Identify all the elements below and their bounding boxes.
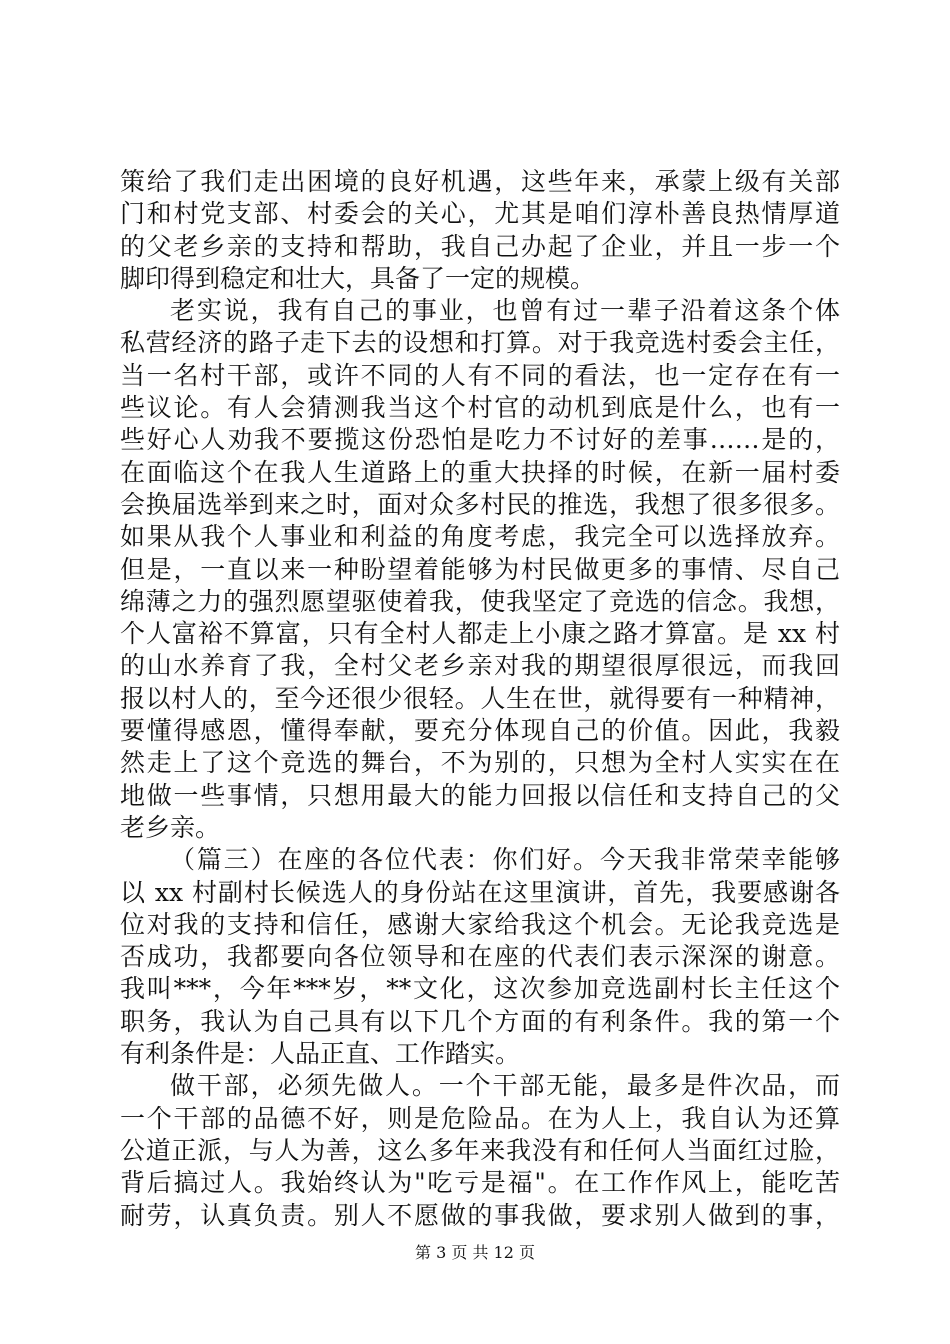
- text-line: 如果从我个人事业和利益的角度考虑，我完全可以选择放弃。: [120, 522, 840, 552]
- text-line: 个人富裕不算富，只有全村人都走上小康之路才算富。是 xx 村: [120, 619, 840, 649]
- text-line: 然走上了这个竞选的舞台，不为别的，只想为全村人实实在在: [120, 748, 840, 778]
- page-footer: 第 3 页 共 12 页: [415, 1243, 535, 1262]
- text-line: 当一名村干部，或许不同的人有不同的看法，也一定存在有一: [120, 360, 840, 390]
- text-line: 我叫***，今年***岁，**文化，这次参加竞选副村长主任这个: [120, 974, 840, 1004]
- text-line: 老实说，我有自己的事业，也曾有过一辈子沿着这条个体: [170, 296, 840, 326]
- text-line: 要懂得感恩，懂得奉献，要充分体现自己的价值。因此，我毅: [120, 716, 840, 746]
- text-line: 在面临这个在我人生道路上的重大抉择的时候，在新一届村委: [120, 457, 840, 487]
- text-line: 策给了我们走出困境的良好机遇，这些年来，承蒙上级有关部: [120, 167, 840, 196]
- text-line: 绵薄之力的强烈愿望驱使着我，使我坚定了竞选的信念。我想，: [120, 586, 840, 616]
- text-line: 职务，我认为自己具有以下几个方面的有利条件。我的第一个: [120, 1006, 840, 1036]
- text-line: 以 xx 村副村长候选人的身份站在这里演讲，首先，我要感谢各: [120, 877, 840, 907]
- text-line: 脚印得到稳定和壮大，具备了一定的规模。: [120, 263, 596, 293]
- text-line: 会换届选举到来之时，面对众多村民的推选，我想了很多很多。: [120, 489, 840, 519]
- text-line: 一个干部的品德不好，则是危险品。在为人上，我自认为还算: [120, 1103, 840, 1133]
- text-line: 耐劳，认真负责。别人不愿做的事我做，要求别人做到的事，: [120, 1200, 840, 1230]
- text-line: 的父老乡亲的支持和帮助，我自己办起了企业，并且一步一个: [120, 231, 840, 261]
- text-line: （篇三）在座的各位代表：你们好。今天我非常荣幸能够: [170, 845, 840, 875]
- text-line: 报以村人的，至今还很少很轻。人生在世，就得要有一种精神，: [120, 683, 840, 713]
- text-line: 否成功，我都要向各位领导和在座的代表们表示深深的谢意。: [120, 942, 840, 972]
- text-line: 位对我的支持和信任，感谢大家给我这个机会。无论我竞选是: [120, 909, 840, 939]
- text-line: 背后搞过人。我始终认为"吃亏是福"。在工作作风上，能吃苦: [120, 1168, 840, 1198]
- text-line: 私营经济的路子走下去的设想和打算。对于我竞选村委会主任，: [120, 328, 840, 358]
- text-line: 做干部，必须先做人。一个干部无能，最多是件次品，而: [170, 1071, 840, 1101]
- text-line: 的山水养育了我，全村父老乡亲对我的期望很厚很远，而我回: [120, 651, 840, 681]
- text-line: 但是，一直以来一种盼望着能够为村民做更多的事情、尽自己: [120, 554, 840, 584]
- text-line: 地做一些事情，只想用最大的能力回报以信任和支持自己的父: [120, 780, 840, 810]
- body-text: [120, 166, 840, 1232]
- text-line: 有利条件是：人品正直、工作踏实。: [120, 1039, 521, 1069]
- text-line: 些好心人劝我不要揽这份恐怕是吃力不讨好的差事……是的，: [120, 425, 840, 455]
- text-line: 老乡亲。: [120, 812, 221, 842]
- text-line: 公道正派，与人为善，这么多年来我没有和任何人当面红过脸，: [120, 1135, 840, 1165]
- text-line: 些议论。有人会猜测我当这个村官的动机到底是什么，也有一: [120, 393, 840, 423]
- text-line: 门和村党支部、村委会的关心，尤其是咱们淳朴善良热情厚道: [120, 199, 840, 229]
